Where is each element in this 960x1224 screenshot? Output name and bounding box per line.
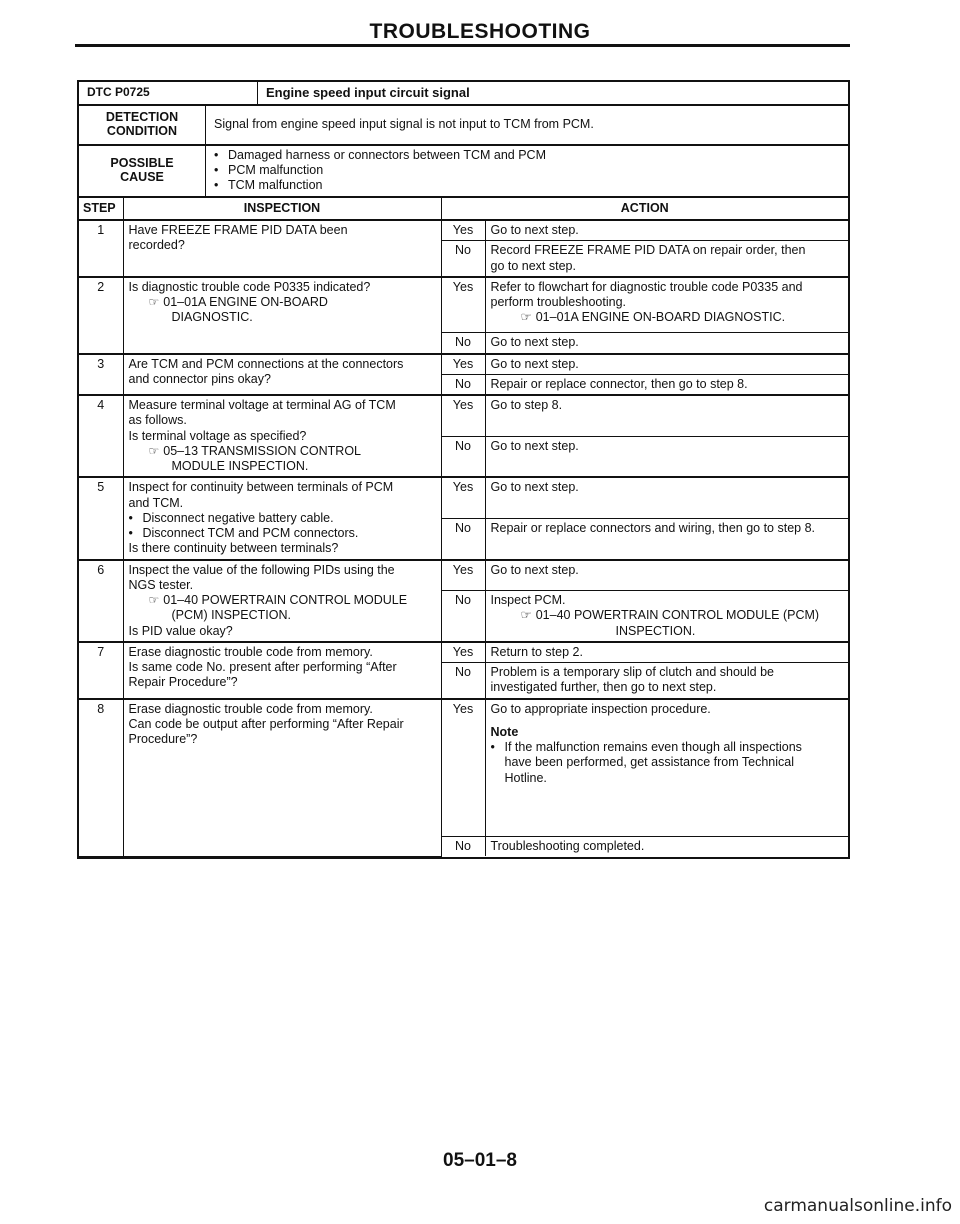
step-number: 7 [79,642,123,699]
no-action: Repair or replace connector, then go to step 8. [485,374,848,395]
inspection-line: Are TCM and PCM connections at the connectors [128,356,404,371]
action-line: Refer to flowchart for diagnostic trouble code P0335 and [490,279,803,294]
reference-line: DIAGNOSTIC. [171,310,253,325]
no-action [485,241,848,277]
detection-label [79,106,206,144]
yes-action [485,699,848,837]
no-action: Go to next step. [485,333,848,354]
detection-label-line-1: DETECTION [105,110,179,125]
title-rule [75,44,850,47]
dtc-code: DTC P0725 [79,82,258,104]
no-action [485,591,848,642]
table-row [79,642,848,663]
reference-line: ☞ 05–13 TRANSMISSION CONTROL [129,444,436,459]
reference-line: ☞ 01–01A ENGINE ON-BOARD DIAGNOSTIC. [491,310,844,325]
detection-text: Signal from engine speed input signal is not input to TCM from PCM. [214,117,594,132]
yes-label: Yes [441,477,485,518]
yes-action: Go to next step. [485,560,848,591]
no-label: No [441,663,485,699]
reference-line: ☞ 01–40 POWERTRAIN CONTROL MODULE [129,593,436,608]
yes-label: Yes [441,354,485,375]
reference-line: INSPECTION. [615,623,696,638]
yes-action: Go to next step. [485,220,848,241]
action-line: investigated further, then go to next step. [490,680,717,695]
detection-label-line-2: CONDITION [106,123,178,138]
yes-action: Go to step 8. [485,395,848,436]
yes-label: Yes [441,699,485,837]
step-number: 1 [79,220,123,277]
step-number: 6 [79,560,123,642]
inspection-bullet: • Disconnect TCM and PCM connectors. [129,526,436,541]
reference-line: ☞ 01–01A ENGINE ON-BOARD [129,295,436,310]
yes-label: Yes [441,277,485,333]
step-number: 2 [79,277,123,354]
inspection-line: Can code be output after performing “After Repair [128,716,404,731]
possible-cause-row [79,146,848,198]
action-line: Record FREEZE FRAME PID DATA on repair order, then [490,243,806,258]
step-number: 3 [79,354,123,396]
inspection-line: Erase diagnostic trouble code from memory. [128,644,373,659]
table-row [79,277,848,333]
inspection-line: Erase diagnostic trouble code from memory. [128,701,373,716]
step-number: 5 [79,477,123,559]
inspection-line: as follows. [128,413,187,428]
step-column-header: STEP [79,198,123,220]
inspection-line: Repair Procedure”? [128,675,238,690]
no-action: Troubleshooting completed. [485,837,848,857]
yes-label: Yes [441,560,485,591]
action-line: Go to appropriate inspection procedure. [490,701,711,716]
reference-line: ☞ 01–40 POWERTRAIN CONTROL MODULE (PCM) [491,608,844,623]
note-line: • If the malfunction remains even though all inspections [491,740,844,755]
troubleshooting-sheet [77,80,850,859]
table-row [79,395,848,436]
step-inspection [123,277,441,354]
step-number: 4 [79,395,123,477]
no-label: No [441,241,485,277]
table-row [79,699,848,837]
step-inspection [123,220,441,277]
cause-item: • TCM malfunction [214,178,546,193]
action-line: go to next step. [490,258,576,273]
yes-action: Go to next step. [485,477,848,518]
inspection-line: Procedure”? [128,732,198,747]
possible-cause-label-line-1: POSSIBLE [110,156,174,171]
action-line: Problem is a temporary slip of clutch and should be [490,665,774,680]
table-row [79,220,848,241]
action-column-header: ACTION [441,198,848,220]
reference-line: (PCM) INSPECTION. [171,608,291,623]
reference-line: MODULE INSPECTION. [171,459,309,474]
page-title: TROUBLESHOOTING [369,20,591,43]
no-label: No [441,436,485,477]
cause-item: • PCM malfunction [214,163,546,178]
yes-label: Yes [441,642,485,663]
note-line: have been performed, get assistance from Technical [504,755,795,770]
step-inspection [123,699,441,857]
inspection-line: recorded? [128,238,185,253]
table-row [79,560,848,591]
yes-label: Yes [441,220,485,241]
inspection-line: Is PID value okay? [128,623,233,638]
note-label: Note [490,724,519,739]
yes-action: Return to step 2. [485,642,848,663]
detection-row [79,106,848,146]
inspection-line: and connector pins okay? [128,371,271,386]
table-row [79,477,848,518]
dtc-name: Engine speed input circuit signal [266,85,470,100]
steps-table [79,198,848,857]
cause-item: • Damaged harness or connectors between TCM and PCM [214,148,546,163]
inspection-column-header: INSPECTION [123,198,441,220]
yes-action [485,277,848,333]
possible-cause-label [79,146,206,196]
possible-cause-label-line-2: CAUSE [120,169,164,184]
inspection-line: Is diagnostic trouble code P0335 indicated? [128,279,371,294]
dtc-row [79,82,848,106]
no-label: No [441,518,485,559]
inspection-line: Is terminal voltage as specified? [128,428,307,443]
inspection-line: Measure terminal voltage at terminal AG of TCM [128,398,396,413]
no-label: No [441,591,485,642]
step-inspection [123,354,441,396]
inspection-line: Inspect the value of the following PIDs using the [128,562,395,577]
inspection-line: Is there continuity between terminals? [128,541,339,556]
no-action: Repair or replace connectors and wiring, then go to step 8. [485,518,848,559]
no-label: No [441,374,485,395]
no-label: No [441,333,485,354]
inspection-line: Have FREEZE FRAME PID DATA been [128,223,348,238]
action-line: Inspect PCM. [490,593,566,608]
inspection-line: Inspect for continuity between terminals of PCM [128,480,394,495]
step-inspection [123,395,441,477]
table-row [79,354,848,375]
inspection-line: NGS tester. [128,577,194,592]
action-line: perform troubleshooting. [490,295,626,310]
yes-label: Yes [441,395,485,436]
watermark: carmanualsonline.info [763,1196,952,1216]
inspection-line: and TCM. [128,495,184,510]
step-inspection [123,560,441,642]
no-label: No [441,837,485,857]
note-line: Hotline. [504,770,547,785]
step-inspection [123,477,441,559]
step-number: 8 [79,699,123,857]
page-number: 05–01–8 [443,1150,517,1171]
step-inspection [123,642,441,699]
inspection-line: Is same code No. present after performing “After [128,660,397,675]
no-action [485,663,848,699]
possible-cause-list [206,146,848,196]
no-action: Go to next step. [485,436,848,477]
steps-header-row [79,198,848,220]
yes-action: Go to next step. [485,354,848,375]
inspection-bullet: • Disconnect negative battery cable. [129,511,436,526]
